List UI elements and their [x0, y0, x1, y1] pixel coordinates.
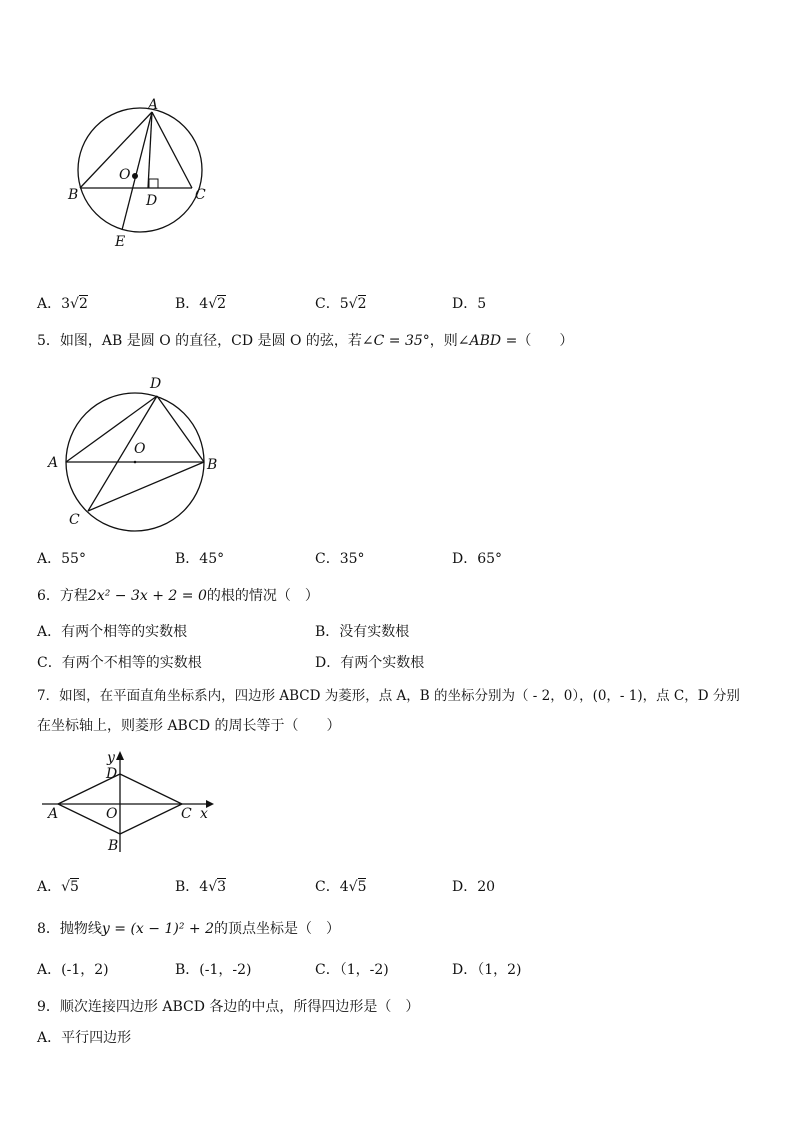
q5-center-dot [134, 461, 137, 464]
q4-option-b [175, 294, 226, 314]
q9-stem: 9．顺次连接四边形 ABCD 各边的中点，所得四边形是（ ） [37, 999, 420, 1015]
option-coef: 5 [339, 296, 349, 312]
q9-option-a [37, 1028, 131, 1048]
q6-stem-math: 2x² − 3x + 2 = 0 [87, 588, 207, 604]
q5-label-d: D [150, 376, 162, 392]
q4-center-dot [132, 173, 138, 179]
q5-chord-bc [88, 462, 204, 511]
option-text: 35° [339, 551, 365, 567]
option-letter: B． [175, 296, 200, 312]
q5-label-a: A [48, 455, 59, 471]
q6-option-c [37, 653, 202, 673]
option-coef: 4 [199, 879, 209, 895]
q4-label-o: O [119, 167, 131, 183]
sqrt-radicand: 2 [357, 296, 367, 312]
q4-option-c [315, 294, 366, 314]
option-text: 没有实数根 [339, 624, 410, 640]
option-text: （1，-2) [339, 962, 389, 978]
q8-option-b [175, 960, 252, 980]
q5-label-b: B [207, 457, 218, 473]
option-text: (-1，-2) [199, 962, 252, 978]
q5-stem-middle: ，则 [429, 333, 458, 349]
option-text: 有两个实数根 [340, 655, 425, 671]
option-letter: D． [452, 962, 478, 978]
option-letter: D． [452, 551, 478, 567]
q4-label-c: C [195, 187, 206, 203]
option-text: (-1，2) [61, 962, 109, 978]
option-letter: B． [175, 962, 200, 978]
q8-stem [37, 919, 340, 939]
q4-circle-diagram [60, 95, 220, 255]
q4-label-b: B [68, 187, 79, 203]
q7-label-a: A [48, 806, 59, 822]
option-letter: A． [37, 1030, 62, 1046]
option-text: 有两个不相等的实数根 [61, 655, 202, 671]
q7-option-c [315, 877, 366, 897]
option-text: （1，2) [477, 962, 522, 978]
sqrt-sign: √ [348, 296, 358, 312]
q5-option-c [315, 549, 365, 569]
q5-option-b [175, 549, 224, 569]
q7-label-y: y [107, 750, 115, 766]
option-letter: D． [452, 879, 478, 895]
q5-label-o: O [134, 441, 146, 457]
q5-stem-suffix: （ ） [517, 333, 574, 349]
sqrt-radicand: 5 [357, 879, 367, 895]
q8-stem-suffix: 的顶点坐标是（ ） [213, 921, 340, 937]
q7-y-axis-arrow [116, 751, 124, 760]
option-letter: A． [37, 962, 62, 978]
option-letter: A． [37, 551, 62, 567]
sqrt-sign: √ [348, 879, 358, 895]
option-coef: 4 [339, 879, 349, 895]
q5-figure [40, 370, 230, 535]
q7-label-d: D [106, 766, 118, 782]
q5-label-c: C [69, 512, 80, 528]
q7-stem-line2: 在坐标轴上，则菱形 ABCD 的周长等于（ ） [37, 718, 341, 734]
option-letter: A． [37, 879, 62, 895]
q7-label-o: O [106, 806, 118, 822]
q7-label-b: B [108, 838, 119, 854]
q7-option-d [452, 877, 495, 897]
q5-stem-math2: ∠ABD = [457, 333, 518, 349]
q6-stem-suffix: 的根的情况（ ） [206, 588, 319, 604]
q7-option-b [175, 877, 226, 897]
option-letter: B． [175, 551, 200, 567]
q8-stem-math: y = (x − 1)² + 2 [101, 921, 214, 937]
q7-stem-line1: 7．如图，在平面直角坐标系内，四边形 ABCD 为菱形，点 A，B 的坐标分别为（ - 2，0），(0，- 1)，点 C，D 分别 [37, 688, 740, 704]
sqrt-radicand: 2 [78, 296, 88, 312]
option-text: 平行四边形 [61, 1030, 132, 1046]
q8-stem-prefix: 8．抛物线 [37, 921, 102, 937]
q6-option-b [315, 622, 409, 642]
q4-right-angle-mark [149, 179, 158, 188]
option-letter: C． [315, 879, 340, 895]
option-coef: 4 [199, 296, 209, 312]
q4-label-e: E [115, 234, 126, 250]
option-letter: C． [315, 551, 340, 567]
q5-stem [37, 331, 573, 351]
option-letter: C． [315, 962, 340, 978]
option-text: 65° [477, 551, 503, 567]
option-letter: C． [37, 655, 62, 671]
q4-segment-ac [152, 112, 192, 188]
option-letter: B． [315, 624, 340, 640]
q6-stem-prefix: 6．方程 [37, 588, 88, 604]
q4-label-d: D [146, 193, 158, 209]
q7-figure [36, 748, 226, 858]
q4-label-a: A [148, 97, 159, 113]
sqrt-radicand: 3 [217, 879, 227, 895]
q4-option-a [37, 294, 88, 314]
q5-circle-diagram [40, 370, 230, 535]
option-text: 5 [477, 296, 487, 312]
q7-rhombus-diagram [36, 748, 226, 858]
q8-option-d [452, 960, 522, 980]
q7-label-c: C [181, 806, 192, 822]
q7-label-x: x [200, 806, 208, 822]
q5-stem-math: ∠C = 35° [361, 333, 430, 349]
q5-stem-prefix: 5．如图，AB 是圆 O 的直径，CD 是圆 O 的弦，若 [37, 333, 362, 349]
option-text: 45° [199, 551, 225, 567]
option-letter: A． [37, 296, 62, 312]
q5-option-a [37, 549, 86, 569]
sqrt-sign: √ [70, 296, 79, 312]
option-letter: B． [175, 879, 200, 895]
q4-option-d [452, 294, 486, 314]
sqrt-sign: √ [208, 879, 218, 895]
sqrt-radicand: 2 [217, 296, 227, 312]
option-text: 55° [61, 551, 86, 567]
q4-figure [60, 95, 220, 255]
q7-option-a [37, 877, 79, 897]
option-letter: D． [452, 296, 478, 312]
option-letter: A． [37, 624, 62, 640]
option-coef: 3 [61, 296, 71, 312]
option-text: 有两个相等的实数根 [61, 624, 188, 640]
q6-stem [37, 586, 319, 606]
q5-chord-bd [157, 396, 204, 462]
option-letter: C． [315, 296, 340, 312]
q5-chord-cd [88, 396, 157, 511]
option-text: 20 [477, 879, 496, 895]
q6-option-a [37, 622, 187, 642]
sqrt-sign: √ [208, 296, 218, 312]
q6-option-d [315, 653, 424, 673]
q4-segment-ab [80, 112, 152, 188]
option-letter: D． [315, 655, 341, 671]
sqrt-sign: √ [61, 879, 71, 895]
q8-option-a [37, 960, 109, 980]
sqrt-radicand: 5 [70, 879, 79, 895]
q5-option-d [452, 549, 502, 569]
q8-option-c [315, 960, 389, 980]
